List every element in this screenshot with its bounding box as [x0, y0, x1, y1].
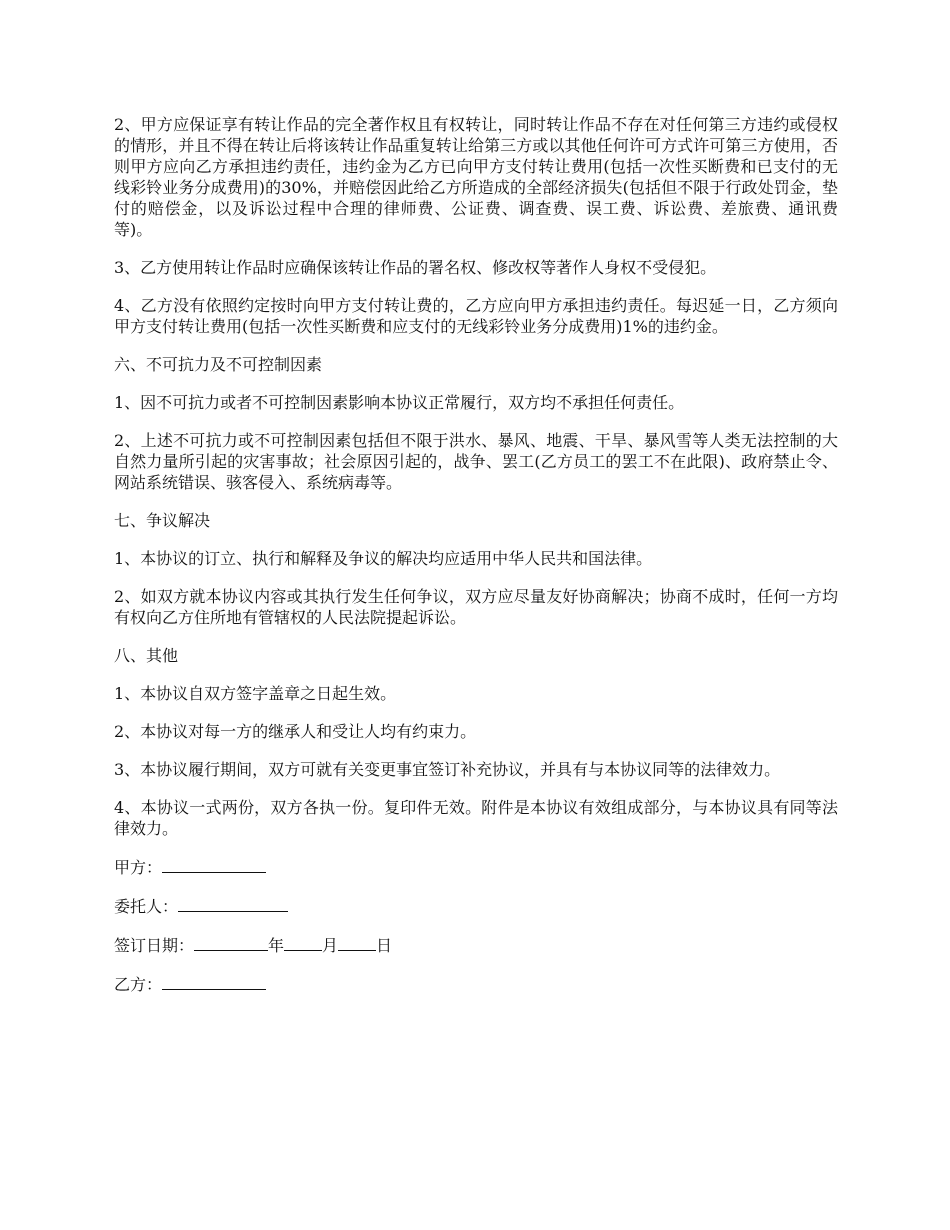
section-heading: 六、不可抗力及不可控制因素: [114, 355, 323, 374]
party-a-label: 甲方：: [114, 858, 163, 877]
agent-label: 委托人：: [114, 897, 179, 916]
day-label: 日: [376, 936, 393, 955]
year-label: 年: [268, 936, 285, 955]
month-blank: [284, 934, 322, 951]
clause-paragraph: 4、乙方没有依照约定按时向甲方支付转让费的，乙方应向甲方承担违约责任。每迟延一日，乙方须向甲方支付转让费用(包括一次性买断费和应支付的无线彩铃业务分成费用)1%的违约金。: [114, 296, 838, 336]
day-blank: [338, 934, 376, 951]
party-b-signature-line: [114, 973, 838, 995]
signing-date-line: [114, 934, 838, 956]
clause-paragraph: 1、本协议的订立、执行和解释及争议的解决均应适用中华人民共和国法律。: [114, 549, 653, 568]
clause-list: [114, 114, 838, 839]
party-a-blank: [162, 856, 266, 873]
clause-paragraph: 1、因不可抗力或者不可控制因素影响本协议正常履行，双方均不承担任何责任。: [114, 393, 685, 412]
signing-date-label: 签订日期：: [114, 936, 195, 955]
month-label: 月: [322, 936, 339, 955]
clause-paragraph: 2、如双方就本协议内容或其执行发生任何争议，双方应尽量友好协商解决；协商不成时，任何一方均有权向乙方住所地有管辖权的人民法院提起诉讼。: [114, 587, 838, 627]
clause-paragraph: 3、本协议履行期间，双方可就有关变更事宜签订补充协议，并具有与本协议同等的法律效力。: [114, 760, 781, 779]
clause-paragraph: 3、乙方使用转让作品时应确保该转让作品的署名权、修改权等著作人身权不受侵犯。: [114, 258, 717, 277]
clause-paragraph: 4、本协议一式两份，双方各执一份。复印件无效。附件是本协议有效组成部分，与本协议具有同等法律效力。: [114, 798, 838, 838]
agent-blank: [178, 895, 288, 912]
clause-paragraph: 2、本协议对每一方的继承人和受让人均有约束力。: [114, 722, 477, 741]
party-b-blank: [162, 973, 266, 990]
document-body: [114, 114, 838, 1012]
clause-paragraph: 2、上述不可抗力或不可控制因素包括但不限于洪水、暴风、地震、干旱、暴风雪等人类无法控制的大自然力量所引起的灾害事故；社会原因引起的，战争、罢工(乙方员工的罢工不在此限)、政府禁止令、网站系统错误、骇客侵入、系统病毒等。: [114, 431, 838, 492]
clause-paragraph: 2、甲方应保证享有转让作品的完全著作权且有权转让，同时转让作品不存在对任何第三方违约或侵权的情形，并且不得在转让后将该转让作品重复转让给第三方或以其他任何许可方式许可第三方使用，否则甲方应向乙方承担违约责任，违约金为乙方已向甲方支付转让费用(包括一次性买断费和已支付的无线彩铃业务分成费用)的30%，并赔偿因此给乙方所造成的全部经济损失(包括但不限于行政处罚金，垫付的赔偿金，以及诉讼过程中合理的律师费、公证费、调查费、误工费、诉讼费、差旅费、通讯费等)。: [114, 115, 838, 239]
section-heading: 八、其他: [114, 646, 179, 665]
section-heading: 七、争议解决: [114, 511, 211, 530]
agent-signature-line: [114, 895, 838, 917]
party-b-label: 乙方：: [114, 975, 163, 994]
year-blank: [194, 934, 268, 951]
clause-paragraph: 1、本协议自双方签字盖章之日起生效。: [114, 684, 397, 703]
party-a-signature-line: [114, 856, 838, 878]
